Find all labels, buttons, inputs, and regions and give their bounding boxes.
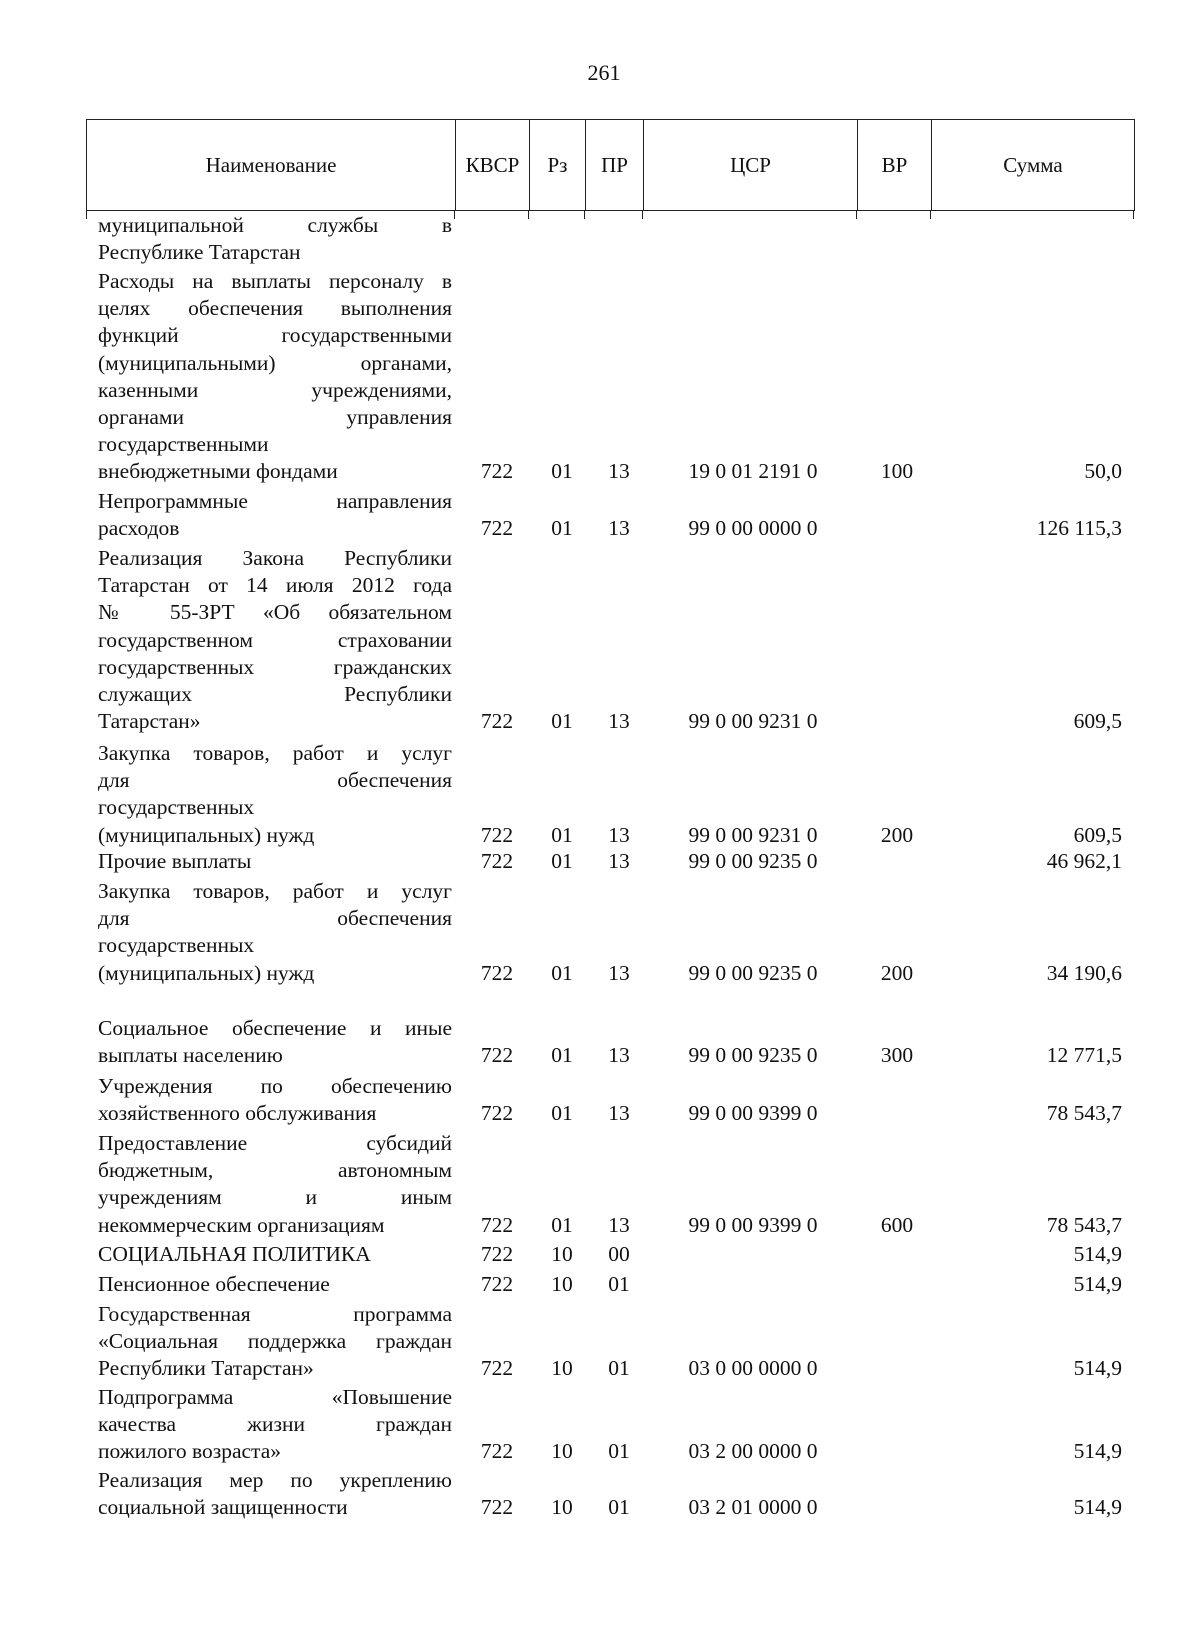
row-name-line: Республики Татарстан» xyxy=(98,1356,314,1381)
row-name-line: государственными xyxy=(98,432,269,457)
row-name-line: Пенсионное обеспечение xyxy=(98,1272,330,1296)
pr-cell: 01 xyxy=(608,1439,630,1464)
row-name-line: муниципальной службы в xyxy=(98,213,452,237)
row-name-line: (муниципальных) нужд xyxy=(98,822,315,847)
csr-cell: 03 2 01 0000 0 xyxy=(688,1495,818,1520)
csr-cell: 99 0 00 9399 0 xyxy=(688,1101,818,1126)
kvsr-cell: 722 xyxy=(480,822,514,847)
csr-cell: 99 0 00 9399 0 xyxy=(688,1212,818,1237)
rz-cell: 01 xyxy=(551,960,573,985)
kvsr-cell: 722 xyxy=(480,1495,514,1520)
row-name-line: функций государственными xyxy=(98,323,452,348)
pr-cell: 13 xyxy=(608,516,630,541)
rz-cell: 10 xyxy=(551,1356,573,1381)
rz-cell: 10 xyxy=(551,1241,573,1266)
header-rz: Рз xyxy=(529,120,585,210)
row-name-line: Государственная программа xyxy=(98,1302,452,1326)
table-row xyxy=(0,1241,1200,1268)
kvsr-cell: 722 xyxy=(480,709,514,734)
rz-cell: 10 xyxy=(551,1439,573,1464)
rz-cell: 10 xyxy=(551,1271,573,1296)
pr-cell: 00 xyxy=(608,1241,630,1266)
header-vr: ВР xyxy=(857,120,931,210)
row-name xyxy=(98,212,452,266)
rz-cell: 01 xyxy=(551,459,573,484)
row-name-line: казенными учреждениями, xyxy=(98,377,452,402)
row-name-line: Подпрограмма «Повышение xyxy=(98,1385,452,1409)
kvsr-cell: 722 xyxy=(480,1241,514,1266)
row-name xyxy=(98,1130,452,1239)
kvsr-cell: 722 xyxy=(480,1271,514,1296)
row-name-line: Республике Татарстан xyxy=(98,240,301,265)
rz-cell: 01 xyxy=(551,709,573,734)
row-name-line: учреждениям и иным xyxy=(98,1185,452,1210)
row-name xyxy=(98,1073,452,1127)
sum-cell: 34 190,6 xyxy=(1046,960,1122,985)
row-name-line: служащих Республики xyxy=(98,681,452,706)
kvsr-cell: 722 xyxy=(480,516,514,541)
row-name-line: Реализация мер по укреплению xyxy=(98,1468,452,1492)
vr-cell: 200 xyxy=(880,960,914,985)
row-name xyxy=(98,1015,452,1069)
csr-cell: 19 0 01 2191 0 xyxy=(688,459,818,484)
row-name-line: государственных гражданских xyxy=(98,654,452,679)
row-name-line: расходов xyxy=(98,516,180,541)
rz-cell: 01 xyxy=(551,848,573,873)
row-name-line: пожилого возраста» xyxy=(98,1439,282,1464)
csr-cell: 99 0 00 9231 0 xyxy=(688,709,818,734)
rz-cell: 01 xyxy=(551,1212,573,1237)
table-row xyxy=(0,212,1200,266)
row-name-line: органами управления xyxy=(98,404,452,429)
row-name-line: государственных xyxy=(98,933,255,958)
row-name-line: (муниципальных) нужд xyxy=(98,960,315,985)
row-name-line: государственном страховании xyxy=(98,627,452,652)
rz-cell: 10 xyxy=(551,1495,573,1520)
table-row xyxy=(0,488,1200,542)
vr-cell: 300 xyxy=(880,1043,914,1068)
row-name-line: некоммерческим организациям xyxy=(98,1212,385,1237)
kvsr-cell: 722 xyxy=(480,1439,514,1464)
row-name-line: Предоставление субсидий xyxy=(98,1131,452,1155)
sum-cell: 514,9 xyxy=(1073,1439,1122,1464)
pr-cell: 01 xyxy=(608,1271,630,1296)
row-name xyxy=(98,740,452,849)
sum-cell: 78 543,7 xyxy=(1046,1212,1122,1237)
sum-cell: 46 962,1 xyxy=(1046,848,1122,873)
row-name-line: Социальное обеспечение и иные xyxy=(98,1016,452,1040)
row-name xyxy=(98,1467,452,1521)
csr-cell: 99 0 00 9231 0 xyxy=(688,822,818,847)
header-pr: ПР xyxy=(585,120,643,210)
row-name xyxy=(98,268,452,486)
row-name-line: выплаты населению xyxy=(98,1043,283,1068)
pr-cell: 13 xyxy=(608,848,630,873)
row-name-line: Расходы на выплаты персоналу в xyxy=(98,269,452,293)
rz-cell: 01 xyxy=(551,1101,573,1126)
header-csr: ЦСР xyxy=(643,120,857,210)
row-name xyxy=(98,1241,452,1268)
pr-cell: 13 xyxy=(608,709,630,734)
row-name-line: № 55-ЗРТ «Об обязательном xyxy=(98,600,452,625)
pr-cell: 13 xyxy=(608,1212,630,1237)
row-name-line: Учреждения по обеспечению xyxy=(98,1074,452,1098)
pr-cell: 13 xyxy=(608,459,630,484)
csr-cell: 03 2 00 0000 0 xyxy=(688,1439,818,1464)
pr-cell: 01 xyxy=(608,1495,630,1520)
row-name-line: Закупка товаров, работ и услуг xyxy=(98,879,452,903)
sum-cell: 514,9 xyxy=(1073,1495,1122,1520)
row-name-line: социальной защищенности xyxy=(98,1495,348,1520)
row-name xyxy=(98,1384,452,1466)
table-row xyxy=(0,1073,1200,1127)
table-row xyxy=(0,1015,1200,1069)
kvsr-cell: 722 xyxy=(480,1043,514,1068)
pr-cell: 13 xyxy=(608,1043,630,1068)
row-name-line: государственных xyxy=(98,795,255,820)
table-row xyxy=(0,740,1200,849)
row-name-line: Татарстан от 14 июля 2012 года xyxy=(98,573,452,598)
csr-cell: 99 0 00 0000 0 xyxy=(688,516,818,541)
row-name-line: качества жизни граждан xyxy=(98,1412,452,1437)
table-row xyxy=(0,878,1200,987)
row-name xyxy=(98,545,452,735)
table-row xyxy=(0,268,1200,486)
row-name-line: для обеспечения xyxy=(98,906,452,931)
row-name-line: для обеспечения xyxy=(98,768,452,793)
table-row xyxy=(0,1384,1200,1466)
table-row xyxy=(0,1467,1200,1521)
table-row xyxy=(0,1271,1200,1298)
kvsr-cell: 722 xyxy=(480,1356,514,1381)
table-row xyxy=(0,545,1200,735)
row-name-line: Татарстан» xyxy=(98,709,201,734)
row-name xyxy=(98,848,452,875)
row-name xyxy=(98,1301,452,1383)
row-name-line: СОЦИАЛЬНАЯ ПОЛИТИКА xyxy=(98,1242,371,1266)
row-name-line: хозяйственного обслуживания xyxy=(98,1101,377,1126)
sum-cell: 126 115,3 xyxy=(1036,516,1122,541)
row-name-line: бюджетным, автономным xyxy=(98,1158,452,1183)
row-name-line: внебюджетными фондами xyxy=(98,459,338,484)
vr-cell: 100 xyxy=(880,459,914,484)
row-name-line: Реализация Закона Республики xyxy=(98,546,452,570)
table-row xyxy=(0,1130,1200,1239)
rz-cell: 01 xyxy=(551,1043,573,1068)
rz-cell: 01 xyxy=(551,516,573,541)
pr-cell: 01 xyxy=(608,1356,630,1381)
kvsr-cell: 722 xyxy=(480,848,514,873)
row-name-line: «Социальная поддержка граждан xyxy=(98,1329,452,1354)
sum-cell: 514,9 xyxy=(1073,1356,1122,1381)
kvsr-cell: 722 xyxy=(480,960,514,985)
row-name xyxy=(98,1271,452,1298)
sum-cell: 50,0 xyxy=(1084,459,1122,484)
vr-cell: 600 xyxy=(880,1212,914,1237)
sum-cell: 514,9 xyxy=(1073,1271,1122,1296)
kvsr-cell: 722 xyxy=(480,1101,514,1126)
csr-cell: 99 0 00 9235 0 xyxy=(688,848,818,873)
table-row xyxy=(0,848,1200,875)
row-name-line: Непрограммные направления xyxy=(98,489,452,513)
pr-cell: 13 xyxy=(608,960,630,985)
kvsr-cell: 722 xyxy=(480,1212,514,1237)
header-name: Наименование xyxy=(205,152,337,177)
kvsr-cell: 722 xyxy=(480,459,514,484)
row-name-line: (муниципальными) органами, xyxy=(98,350,452,375)
csr-cell: 99 0 00 9235 0 xyxy=(688,1043,818,1068)
vr-cell: 200 xyxy=(880,822,914,847)
table-row xyxy=(0,1301,1200,1383)
page-number: 261 xyxy=(587,60,621,85)
sum-cell: 78 543,7 xyxy=(1046,1101,1122,1126)
header-kvsr: КВСР xyxy=(455,120,529,210)
sum-cell: 609,5 xyxy=(1073,709,1122,734)
csr-cell: 99 0 00 9235 0 xyxy=(688,960,818,985)
row-name-line: целях обеспечения выполнения xyxy=(98,296,452,321)
row-name xyxy=(98,878,452,987)
header-sum: Сумма xyxy=(931,120,1134,210)
row-name-line: Закупка товаров, работ и услуг xyxy=(98,741,452,765)
sum-cell: 12 771,5 xyxy=(1046,1043,1122,1068)
pr-cell: 13 xyxy=(608,1101,630,1126)
rz-cell: 01 xyxy=(551,822,573,847)
sum-cell: 514,9 xyxy=(1073,1241,1122,1266)
csr-cell: 03 0 00 0000 0 xyxy=(688,1356,818,1381)
pr-cell: 13 xyxy=(608,822,630,847)
row-name-line: Прочие выплаты xyxy=(98,849,252,873)
row-name xyxy=(98,488,452,542)
sum-cell: 609,5 xyxy=(1073,822,1122,847)
